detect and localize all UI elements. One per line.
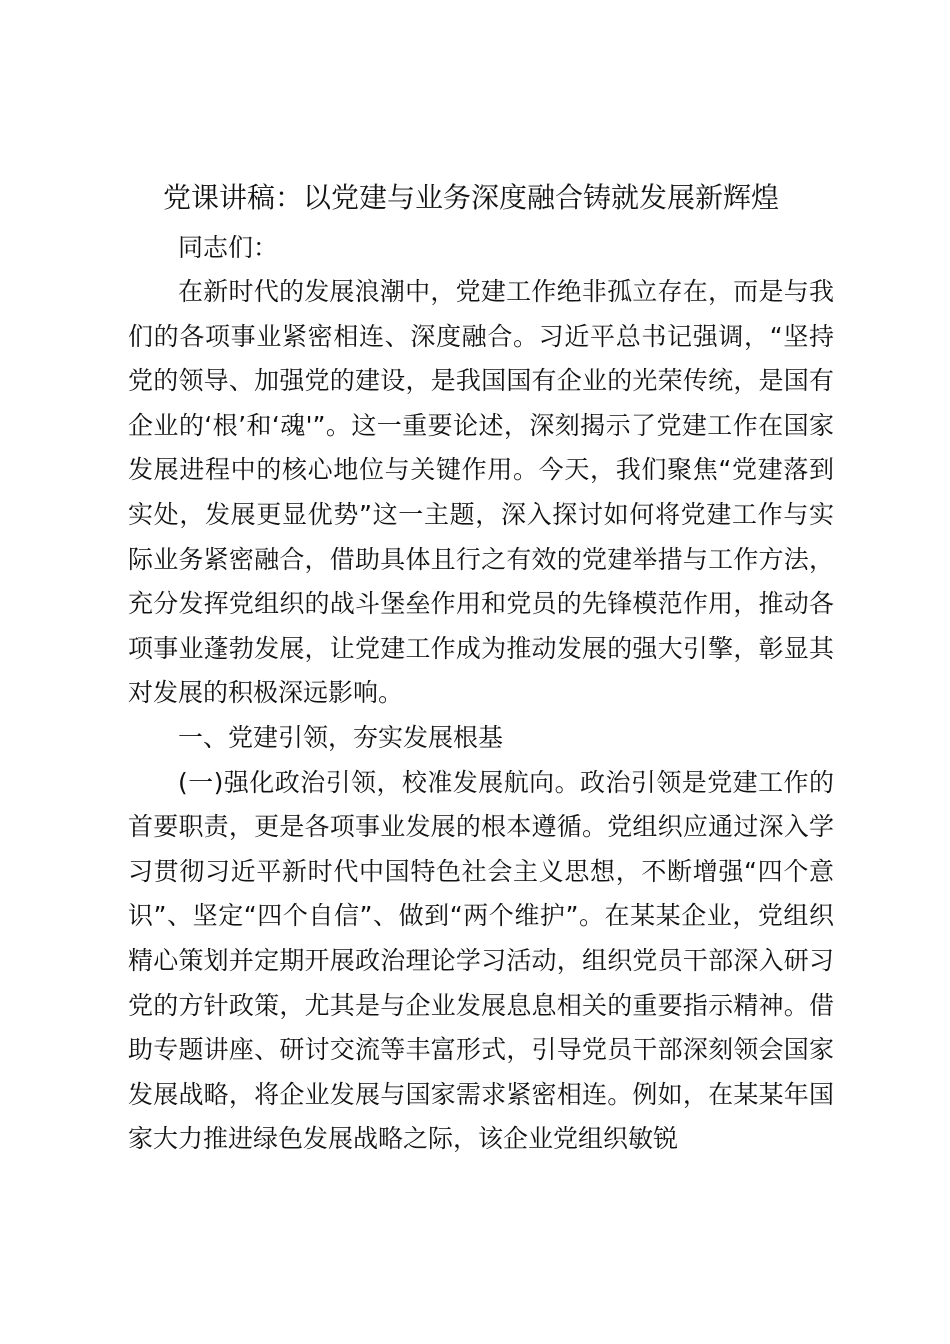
document-title: 党课讲稿：以党建与业务深度融合铸就发展新辉煌 <box>163 181 780 214</box>
salutation: 同志们： <box>178 233 279 262</box>
section-1-1-paragraph: (一)强化政治引领，校准发展航向。政治引领是党建工作的首要职责，更是各项事业发展的根本遵循。党组织应通过深入学习贯彻习近平新时代中国特色社会主义思想，不断增强“四个意识”、坚定“四个自信”、做到“两个维护”。在某某企业，党组织精心策划并定期开展政治理论学习活动，组织党员干部深入研习党的方针政策，尤其是与企业发展息息相关的重要指示精神。借助专题讲座、研讨交流等丰富形式，引导党员干部深刻领会国家发展战略，将企业发展与国家需求紧密相连。例如，在某某年国家大力推进绿色发展战略之际，该企业党组织敏锐 <box>128 767 834 1154</box>
intro-paragraph: 在新时代的发展浪潮中，党建工作绝非孤立存在，而是与我们的各项事业紧密相连、深度融合。习近平总书记强调，“坚持党的领导、加强党的建设，是我国国有企业的光荣传统，是国有企业的‘根’和‘魂'”。这一重要论述，深刻揭示了党建工作在国家发展进程中的核心地位与关键作用。今天，我们聚焦“党建落到实处，发展更显优势”这一主题，深入探讨如何将党建工作与实际业务紧密融合，借助具体且行之有效的党建举措与工作方法，充分发挥党组织的战斗堡垒作用和党员的先锋模范作用，推动各项事业蓬勃发展，让党建工作成为推动发展的强大引擎，彰显其对发展的积极深远影响。 <box>128 277 834 708</box>
document-page <box>128 176 834 1162</box>
section-heading-1: 一、党建引领，夯实发展根基 <box>178 722 504 752</box>
